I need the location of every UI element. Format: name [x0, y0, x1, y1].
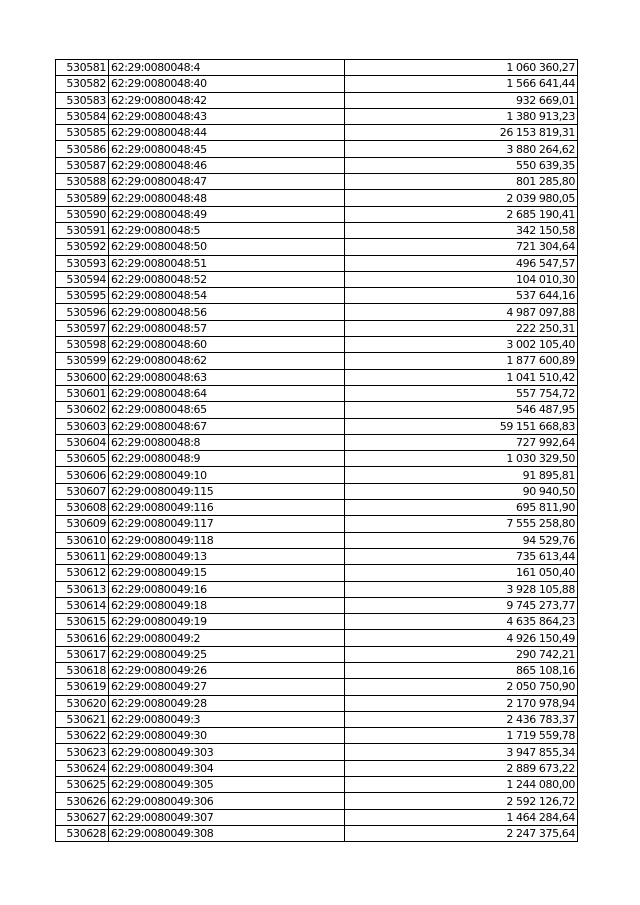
cadastral-number-cell: 62:29:0080049:26 — [109, 662, 345, 678]
table-row — [56, 418, 578, 434]
row-number-cell: 530605 — [56, 451, 109, 467]
table-row — [56, 108, 578, 124]
value-cell: 2 436 783,37 — [345, 711, 578, 727]
row-number-cell: 530595 — [56, 288, 109, 304]
cadastral-number-cell: 62:29:0080048:9 — [109, 451, 345, 467]
row-number-cell: 530590 — [56, 206, 109, 222]
table-row — [56, 434, 578, 450]
table-row — [56, 548, 578, 564]
table-row — [56, 646, 578, 662]
value-cell: 94 529,76 — [345, 532, 578, 548]
row-number-cell: 530598 — [56, 337, 109, 353]
value-cell: 1 041 510,42 — [345, 369, 578, 385]
cadastral-number-cell: 62:29:0080048:43 — [109, 108, 345, 124]
row-number-cell: 530584 — [56, 108, 109, 124]
cadastral-number-cell: 62:29:0080049:27 — [109, 679, 345, 695]
cadastral-number-cell: 62:29:0080049:30 — [109, 728, 345, 744]
value-cell: 537 644,16 — [345, 288, 578, 304]
table-row — [56, 255, 578, 271]
value-cell: 342 150,58 — [345, 222, 578, 238]
value-cell: 2 050 750,90 — [345, 679, 578, 695]
cadastral-number-cell: 62:29:0080049:116 — [109, 500, 345, 516]
row-number-cell: 530599 — [56, 353, 109, 369]
value-cell: 2 685 190,41 — [345, 206, 578, 222]
cadastral-number-cell: 62:29:0080049:115 — [109, 483, 345, 499]
cadastral-number-cell: 62:29:0080048:65 — [109, 402, 345, 418]
value-cell: 1 719 559,78 — [345, 728, 578, 744]
document-table — [55, 59, 578, 842]
value-cell: 4 926 150,49 — [345, 630, 578, 646]
row-number-cell: 530608 — [56, 500, 109, 516]
table-row — [56, 597, 578, 613]
value-cell: 1 877 600,89 — [345, 353, 578, 369]
cadastral-number-cell: 62:29:0080048:64 — [109, 385, 345, 401]
row-number-cell: 530619 — [56, 679, 109, 695]
table-row — [56, 630, 578, 646]
row-number-cell: 530623 — [56, 744, 109, 760]
row-number-cell: 530622 — [56, 728, 109, 744]
table-row — [56, 500, 578, 516]
value-cell: 290 742,21 — [345, 646, 578, 662]
row-number-cell: 530583 — [56, 92, 109, 108]
table-row — [56, 793, 578, 809]
cadastral-number-cell: 62:29:0080048:52 — [109, 271, 345, 287]
table-row — [56, 190, 578, 206]
row-number-cell: 530620 — [56, 695, 109, 711]
value-cell: 557 754,72 — [345, 385, 578, 401]
cadastral-number-cell: 62:29:0080049:306 — [109, 793, 345, 809]
table-row — [56, 581, 578, 597]
row-number-cell: 530592 — [56, 239, 109, 255]
value-cell: 2 889 673,22 — [345, 760, 578, 776]
cadastral-number-cell: 62:29:0080048:54 — [109, 288, 345, 304]
table-row — [56, 809, 578, 825]
value-cell: 90 940,50 — [345, 483, 578, 499]
row-number-cell: 530607 — [56, 483, 109, 499]
row-number-cell: 530597 — [56, 320, 109, 336]
value-cell: 735 613,44 — [345, 548, 578, 564]
table-row — [56, 711, 578, 727]
table-row — [56, 825, 578, 841]
value-cell: 727 992,64 — [345, 434, 578, 450]
cadastral-number-cell: 62:29:0080048:51 — [109, 255, 345, 271]
table-row — [56, 744, 578, 760]
table-row — [56, 288, 578, 304]
table-row — [56, 679, 578, 695]
row-number-cell: 530616 — [56, 630, 109, 646]
value-cell: 91 895,81 — [345, 467, 578, 483]
table-row — [56, 532, 578, 548]
row-number-cell: 530611 — [56, 548, 109, 564]
value-cell: 3 002 105,40 — [345, 337, 578, 353]
cadastral-number-cell: 62:29:0080048:46 — [109, 157, 345, 173]
row-number-cell: 530626 — [56, 793, 109, 809]
cadastral-number-cell: 62:29:0080049:3 — [109, 711, 345, 727]
table-row — [56, 353, 578, 369]
cadastral-number-cell: 62:29:0080049:18 — [109, 597, 345, 613]
cadastral-number-cell: 62:29:0080048:8 — [109, 434, 345, 450]
table-row — [56, 125, 578, 141]
table-row — [56, 451, 578, 467]
cadastral-number-cell: 62:29:0080049:19 — [109, 614, 345, 630]
value-cell: 3 928 105,88 — [345, 581, 578, 597]
table-row — [56, 695, 578, 711]
cadastral-number-cell: 62:29:0080048:4 — [109, 60, 345, 76]
value-cell: 1 566 641,44 — [345, 76, 578, 92]
value-cell: 1 060 360,27 — [345, 60, 578, 76]
row-number-cell: 530610 — [56, 532, 109, 548]
value-cell: 4 987 097,88 — [345, 304, 578, 320]
value-cell: 2 039 980,05 — [345, 190, 578, 206]
row-number-cell: 530591 — [56, 222, 109, 238]
cadastral-number-cell: 62:29:0080049:305 — [109, 777, 345, 793]
cadastral-number-cell: 62:29:0080048:63 — [109, 369, 345, 385]
cadastral-number-cell: 62:29:0080049:307 — [109, 809, 345, 825]
row-number-cell: 530600 — [56, 369, 109, 385]
table-row — [56, 320, 578, 336]
cadastral-number-cell: 62:29:0080049:28 — [109, 695, 345, 711]
value-cell: 2 170 978,94 — [345, 695, 578, 711]
row-number-cell: 530621 — [56, 711, 109, 727]
cadastral-number-cell: 62:29:0080049:16 — [109, 581, 345, 597]
value-cell: 801 285,80 — [345, 174, 578, 190]
row-number-cell: 530603 — [56, 418, 109, 434]
table-row — [56, 304, 578, 320]
cadastral-number-cell: 62:29:0080048:45 — [109, 141, 345, 157]
row-number-cell: 530593 — [56, 255, 109, 271]
cadastral-number-cell: 62:29:0080049:303 — [109, 744, 345, 760]
value-cell: 1 380 913,23 — [345, 108, 578, 124]
value-cell: 3 947 855,34 — [345, 744, 578, 760]
cadastral-number-cell: 62:29:0080048:49 — [109, 206, 345, 222]
cadastral-number-cell: 62:29:0080048:42 — [109, 92, 345, 108]
table-row — [56, 565, 578, 581]
row-number-cell: 530614 — [56, 597, 109, 613]
row-number-cell: 530586 — [56, 141, 109, 157]
table-row — [56, 369, 578, 385]
row-number-cell: 530612 — [56, 565, 109, 581]
table-row — [56, 92, 578, 108]
row-number-cell: 530617 — [56, 646, 109, 662]
value-cell: 4 635 864,23 — [345, 614, 578, 630]
cadastral-number-cell: 62:29:0080048:48 — [109, 190, 345, 206]
table-row — [56, 402, 578, 418]
row-number-cell: 530615 — [56, 614, 109, 630]
table-body — [56, 60, 578, 842]
row-number-cell: 530628 — [56, 825, 109, 841]
row-number-cell: 530581 — [56, 60, 109, 76]
cadastral-number-cell: 62:29:0080049:13 — [109, 548, 345, 564]
table-row — [56, 174, 578, 190]
table-row — [56, 141, 578, 157]
value-cell: 3 880 264,62 — [345, 141, 578, 157]
row-number-cell: 530601 — [56, 385, 109, 401]
table-row — [56, 614, 578, 630]
cadastral-number-cell: 62:29:0080048:5 — [109, 222, 345, 238]
table-row — [56, 662, 578, 678]
cadastral-number-cell: 62:29:0080048:67 — [109, 418, 345, 434]
cadastral-number-cell: 62:29:0080049:25 — [109, 646, 345, 662]
table-row — [56, 483, 578, 499]
value-cell: 161 050,40 — [345, 565, 578, 581]
table-row — [56, 239, 578, 255]
value-cell: 546 487,95 — [345, 402, 578, 418]
row-number-cell: 530587 — [56, 157, 109, 173]
row-number-cell: 530602 — [56, 402, 109, 418]
value-cell: 2 592 126,72 — [345, 793, 578, 809]
cadastral-number-cell: 62:29:0080048:40 — [109, 76, 345, 92]
value-cell: 59 151 668,83 — [345, 418, 578, 434]
row-number-cell: 530585 — [56, 125, 109, 141]
value-cell: 222 250,31 — [345, 320, 578, 336]
cadastral-number-cell: 62:29:0080048:57 — [109, 320, 345, 336]
row-number-cell: 530606 — [56, 467, 109, 483]
value-cell: 1 244 080,00 — [345, 777, 578, 793]
row-number-cell: 530618 — [56, 662, 109, 678]
cadastral-number-cell: 62:29:0080049:308 — [109, 825, 345, 841]
row-number-cell: 530588 — [56, 174, 109, 190]
table-row — [56, 385, 578, 401]
value-cell: 496 547,57 — [345, 255, 578, 271]
value-cell: 695 811,90 — [345, 500, 578, 516]
cadastral-number-cell: 62:29:0080049:2 — [109, 630, 345, 646]
row-number-cell: 530594 — [56, 271, 109, 287]
cadastral-number-cell: 62:29:0080049:10 — [109, 467, 345, 483]
row-number-cell: 530596 — [56, 304, 109, 320]
cadastral-number-cell: 62:29:0080048:60 — [109, 337, 345, 353]
value-cell: 9 745 273,77 — [345, 597, 578, 613]
value-cell: 1 464 284,64 — [345, 809, 578, 825]
cadastral-number-cell: 62:29:0080049:118 — [109, 532, 345, 548]
row-number-cell: 530582 — [56, 76, 109, 92]
value-cell: 1 030 329,50 — [345, 451, 578, 467]
table-row — [56, 157, 578, 173]
row-number-cell: 530609 — [56, 516, 109, 532]
table-row — [56, 76, 578, 92]
table-row — [56, 271, 578, 287]
row-number-cell: 530589 — [56, 190, 109, 206]
cadastral-number-cell: 62:29:0080048:47 — [109, 174, 345, 190]
value-cell: 932 669,01 — [345, 92, 578, 108]
table-row — [56, 60, 578, 76]
value-cell: 550 639,35 — [345, 157, 578, 173]
cadastral-number-cell: 62:29:0080048:44 — [109, 125, 345, 141]
cadastral-number-cell: 62:29:0080048:62 — [109, 353, 345, 369]
table-row — [56, 337, 578, 353]
table-row — [56, 222, 578, 238]
table-row — [56, 777, 578, 793]
value-cell: 721 304,64 — [345, 239, 578, 255]
row-number-cell: 530613 — [56, 581, 109, 597]
row-number-cell: 530627 — [56, 809, 109, 825]
value-cell: 865 108,16 — [345, 662, 578, 678]
row-number-cell: 530624 — [56, 760, 109, 776]
table-row — [56, 467, 578, 483]
table-row — [56, 206, 578, 222]
value-cell: 7 555 258,80 — [345, 516, 578, 532]
row-number-cell: 530604 — [56, 434, 109, 450]
table-row — [56, 760, 578, 776]
cadastral-number-cell: 62:29:0080049:15 — [109, 565, 345, 581]
value-cell: 2 247 375,64 — [345, 825, 578, 841]
value-cell: 104 010,30 — [345, 271, 578, 287]
row-number-cell: 530625 — [56, 777, 109, 793]
value-cell: 26 153 819,31 — [345, 125, 578, 141]
cadastral-number-cell: 62:29:0080049:117 — [109, 516, 345, 532]
table-row — [56, 516, 578, 532]
cadastral-number-cell: 62:29:0080049:304 — [109, 760, 345, 776]
cadastral-number-cell: 62:29:0080048:56 — [109, 304, 345, 320]
table-row — [56, 728, 578, 744]
cadastral-number-cell: 62:29:0080048:50 — [109, 239, 345, 255]
